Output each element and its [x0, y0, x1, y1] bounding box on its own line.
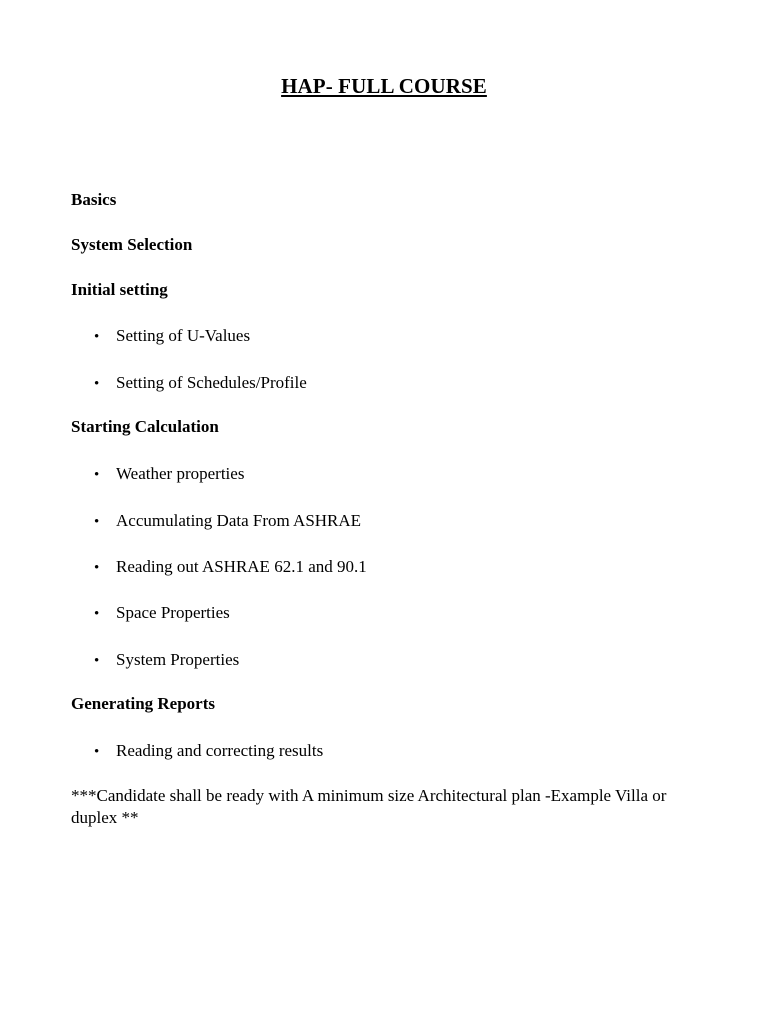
list-item-text: Reading and correcting results: [116, 741, 324, 760]
list-item: [94, 326, 250, 346]
bullet-icon: •: [94, 514, 100, 530]
heading-generating-reports: Generating Reports: [71, 694, 216, 713]
list-item: [94, 557, 367, 577]
heading-system-selection: System Selection: [71, 235, 193, 254]
heading-starting-calculation: Starting Calculation: [71, 417, 219, 436]
bullet-icon: •: [94, 376, 100, 392]
list-item-text: Setting of U-Values: [116, 326, 251, 345]
list-item: [94, 603, 230, 623]
candidate-note: ***Candidate shall be ready with A minimum size Architectural plan -Example Villa or duplex **: [71, 786, 667, 827]
list-item-text: System Properties: [116, 650, 240, 669]
document-title: HAP- FULL COURSE: [281, 74, 487, 98]
bullet-icon: •: [94, 744, 100, 760]
bullet-icon: •: [94, 329, 100, 345]
list-item: [94, 464, 244, 484]
list-item-text: Accumulating Data From ASHRAE: [116, 511, 362, 530]
list-item-text: Setting of Schedules/Profile: [116, 373, 307, 392]
list-item-text: Weather properties: [116, 464, 245, 483]
heading-initial-setting: Initial setting: [71, 280, 168, 299]
list-item: [94, 373, 307, 393]
bullet-icon: •: [94, 560, 100, 576]
bullet-icon: •: [94, 467, 100, 483]
list-item: [94, 511, 361, 531]
bullet-icon: •: [94, 606, 100, 622]
list-item-text: Reading out ASHRAE 62.1 and 90.1: [116, 557, 367, 576]
list-item: [94, 650, 239, 670]
list-item: [94, 741, 323, 761]
list-item-text: Space Properties: [116, 603, 230, 622]
bullet-icon: •: [94, 653, 100, 669]
heading-basics: Basics: [71, 190, 117, 209]
